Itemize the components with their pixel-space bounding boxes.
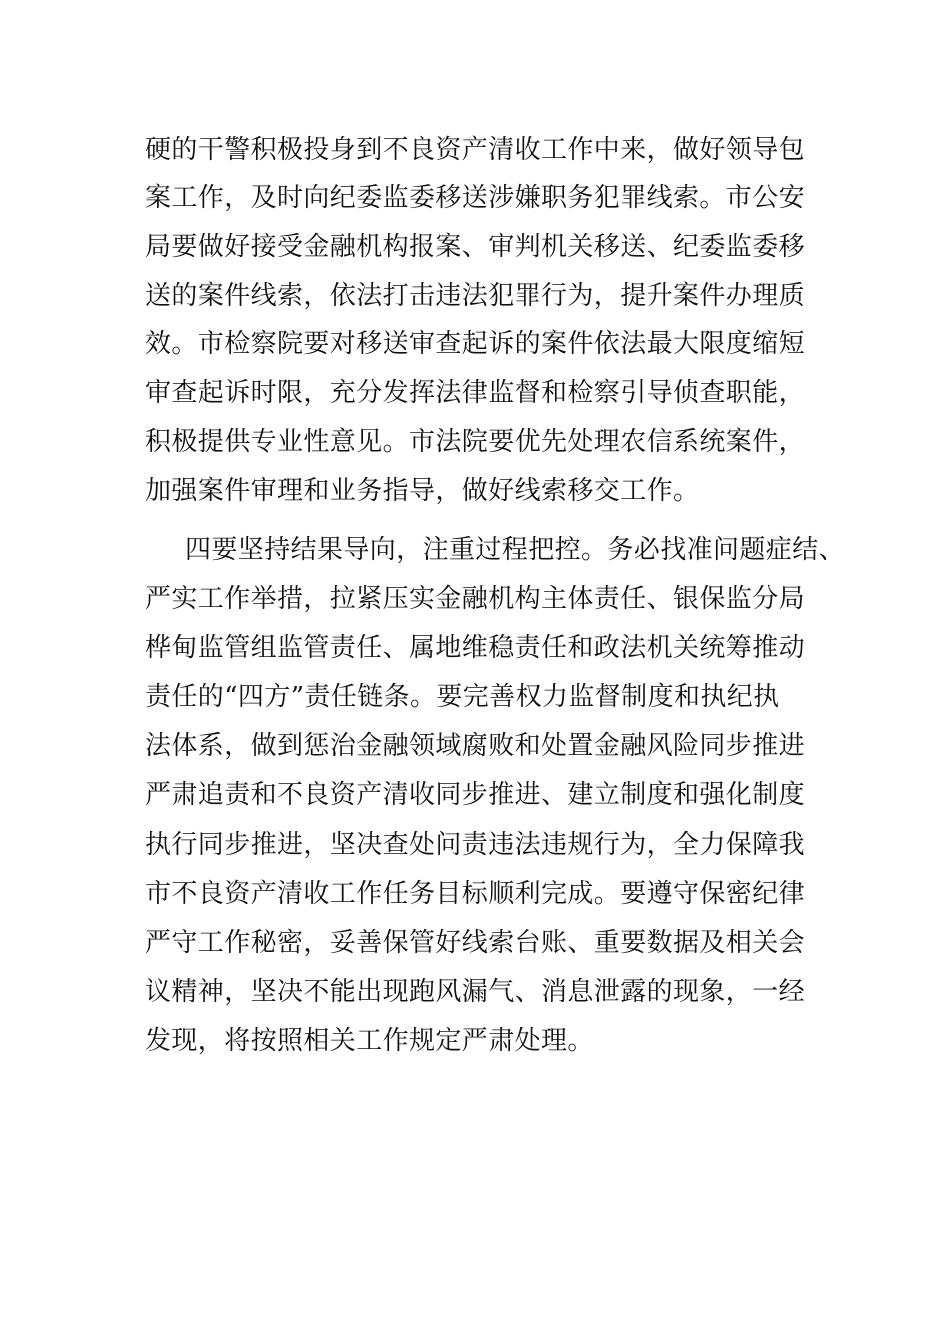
paragraph-line: 加强案件审理和业务指导，做好线索移交工作。 bbox=[145, 476, 700, 506]
paragraph-line: 严实工作举措，拉紧压实金融机构主体责任、银保监分局 bbox=[145, 584, 806, 614]
paragraph-line: 效。市检察院要对移送审查起诉的案件依法最大限度缩短 bbox=[145, 329, 806, 359]
paragraph-line: 送的案件线索，依法打击违法犯罪行为，提升案件办理质 bbox=[145, 281, 806, 311]
paragraph-line: 议精神，坚决不能出现跑风漏气、消息泄露的现象，一经 bbox=[145, 977, 806, 1007]
paragraph-line: 执行同步推进，坚决查处问责违法违规行为，全力保障我 bbox=[145, 830, 806, 860]
paragraph-line: 市不良资产清收工作任务目标顺利完成。要遵守保密纪律 bbox=[145, 879, 806, 909]
paragraph-line: 法体系，做到惩治金融领域腐败和处置金融风险同步推进 bbox=[145, 731, 806, 761]
paragraph-line: 责任的“四方”责任链条。要完善权力监督制度和执纪执 bbox=[145, 682, 780, 712]
paragraph-line: 发现，将按照相关工作规定严肃处理。 bbox=[145, 1026, 594, 1056]
paragraph-line: 严肃追责和不良资产清收同步推进、建立制度和强化制度 bbox=[145, 780, 806, 810]
paragraph-line: 局要做好接受金融机构报案、审判机关移送、纪委监委移 bbox=[145, 232, 806, 262]
paragraph-line: 审查起诉时限，充分发挥法律监督和检察引导侦查职能， bbox=[145, 378, 806, 408]
paragraph-line: 案工作，及时向纪委监委移送涉嫌职务犯罪线索。市公安 bbox=[145, 183, 806, 213]
paragraph-line: 积极提供专业性意见。市法院要优先处理农信系统案件， bbox=[145, 427, 806, 457]
paragraph-line: 桦甸监管组监管责任、属地维稳责任和政法机关统筹推动 bbox=[145, 633, 806, 663]
paragraph-line: 硬的干警积极投身到不良资产清收工作中来，做好领导包 bbox=[145, 135, 806, 165]
paragraph-line: 四要坚持结果导向，注重过程把控。务必找准问题症结、 bbox=[185, 535, 846, 565]
paragraph-line: 严守工作秘密，妥善保管好线索台账、重要数据及相关会 bbox=[145, 928, 806, 958]
